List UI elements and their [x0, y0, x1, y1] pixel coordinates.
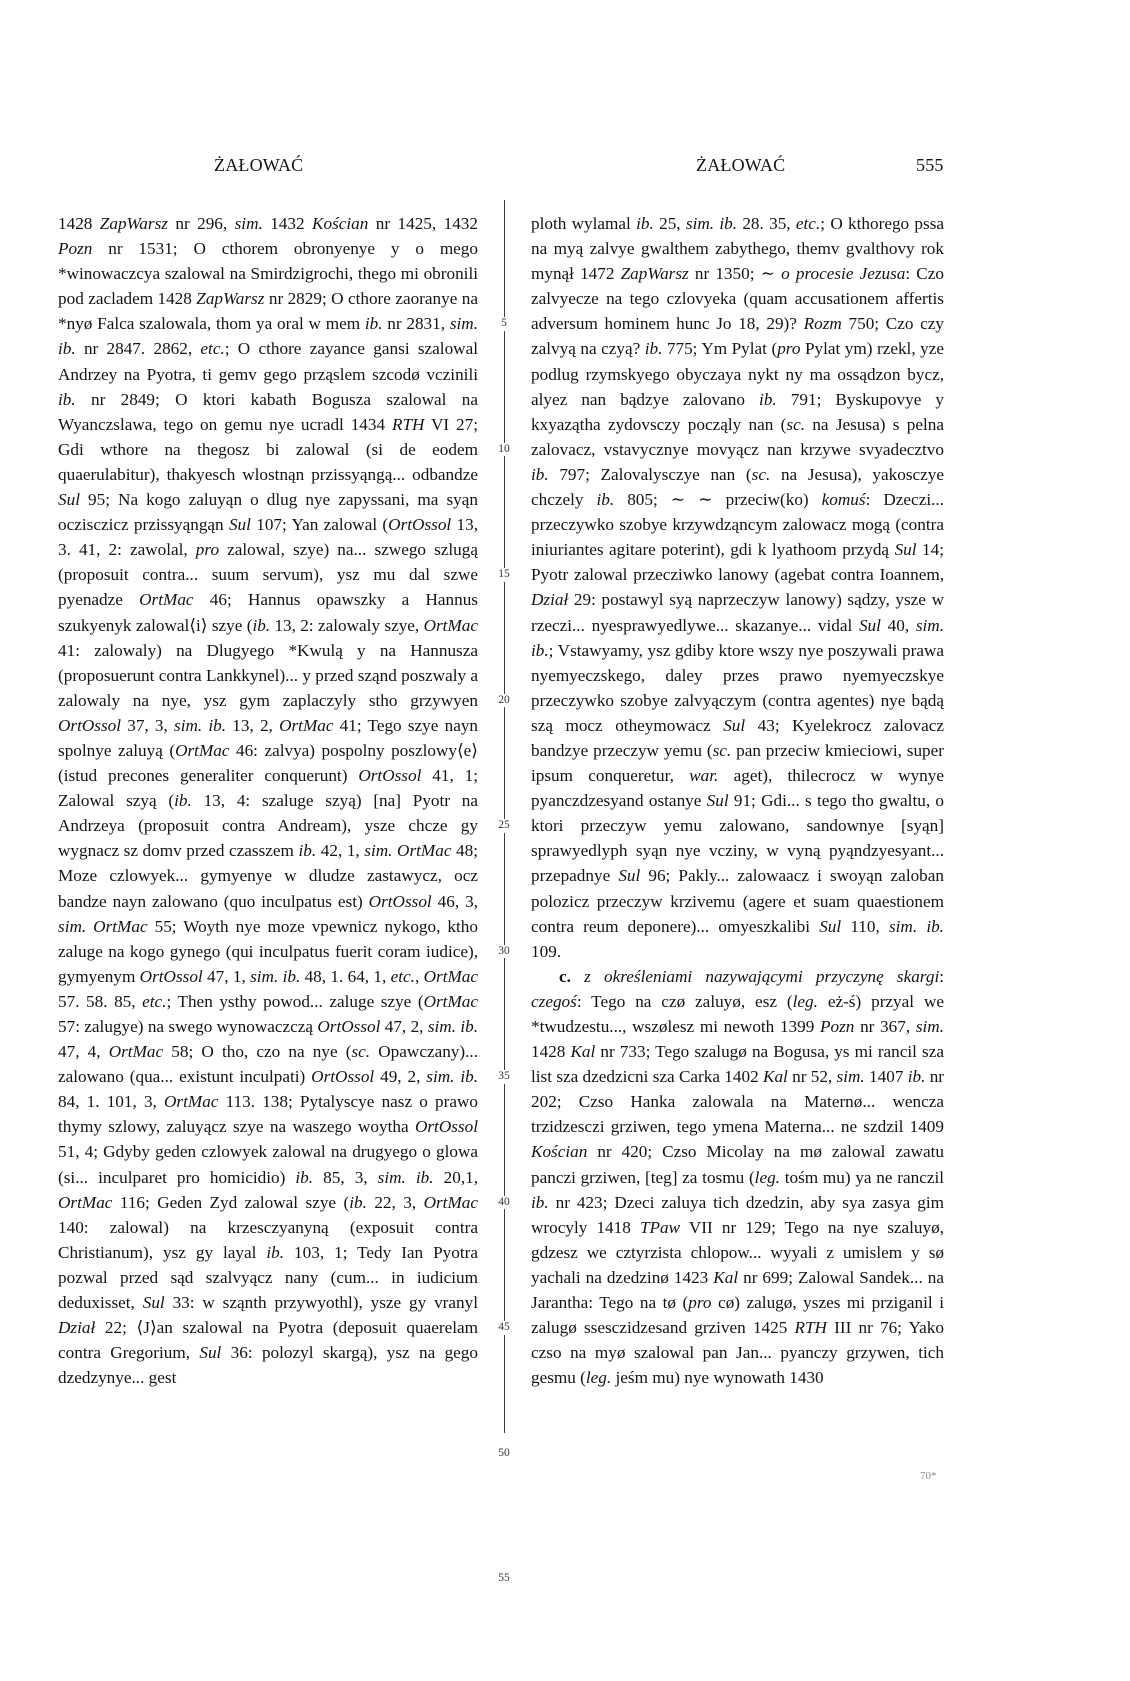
- line-number: 10: [486, 443, 522, 457]
- line-number: 40: [486, 1196, 522, 1210]
- line-number-gutter: [486, 0, 522, 1681]
- running-head-left: ŻAŁOWAĆ: [214, 155, 304, 175]
- page-number: 555: [916, 155, 944, 175]
- printer-signature-mark: 70*: [920, 1470, 937, 1482]
- line-number: 45: [486, 1321, 522, 1335]
- line-number: 15: [486, 568, 522, 582]
- left-column-paragraph: 1428 ZapWarsz nr 296, sim. 1432 Kościan nr 1425, 1432 Pozn nr 1531; O cthorem obronyenye y o mego *winowaczcya szalowal na Smirdzigrochi, thego mi obronili pod zacladem 1428 ZapWarsz nr 2829; O cthore zaoranye na *nyø Falca szalowala, thom ya oral w mem ib. nr 2831, sim. ib. nr 2847. 2862, etc.; O cthore zayance gansi szalowal Andrzey na Pyotra, ti gemv gego prząslem szcodø vczinili ib. nr 2849; O ktori kabath Bogusza szalowal na Wyanczslawa, tego on gemu nye ucradl 1434 RTH VI 27; Gdi wthore na thegosz bi zalowal (si de eodem quaerulabitur), thakyesch wlostnąn przissyąngą... odbandze Sul 95; Na kogo zaluyąn o dlug nye zapyssani, ma syąn oczisczicz przissyąngąn Sul 107; Yan zalowal (OrtOssol 13, 3. 41, 2: zawolal, pro zalowal, szye) na... szwego szlugą (proposuit contra... suum servum), ysz mu dal szwe pyenadze OrtMac 46; Hannus opawszky a Hannus szukyenyk zalowal⟨i⟩ szye (ib. 13, 2: zalowaly szye, OrtMac 41: zalowaly) na Dlugyego *Kwulą y na Hannusza (proposuerunt contra Lankkynel)... y przed sząnd poszwaly a zalowaly na nye, ysz gym zaplaczyly stho grzywyen OrtOssol 37, 3, sim. ib. 13, 2, OrtMac 41; Tego szye nayn spolnye zaluyą (OrtMac 46: zalvya) pospolny poszlowy⟨e⟩ (istud precones generaliter conquerunt) OrtOssol 41, 1; Zalowal szyą (ib. 13, 4: szaluge szyą) [na] Pyotr na Andrzeya (proposuit contra Andream), ysze chcze gy wygnacz sz domv przed czasszem ib. 42, 1, sim. OrtMac 48; Moze czlowyek... gymyenye w dludze zastawycz, ocz bandze nayn zalowano (quo inculpatus est) OrtOssol 46, 3, sim. OrtMac 55; Woyth nye moze vpewnicz nykogo, ktho zaluge na kogo gynego (qui inculpatus fuerit coram iudice), gymyenym OrtOssol 47, 1, sim. ib. 48, 1. 64, 1, etc., OrtMac 57. 58. 85, etc.; Then ysthy powod... zaluge szye (OrtMac 57: zalugye) na swego wynowaczczą OrtOssol 47, 2, sim. ib. 47, 4, OrtMac 58; O tho, czo na nye (sc. Opawczany)... zalowano (qua... existunt inculpati) OrtOssol 49, 2, sim. ib. 84, 1. 101, 3, OrtMac 113. 138; Pytalyscye nasz o prawo thymy szlowy, zaluyącz szye na waszego woytha OrtOssol 51, 4; Gdyby geden czlowyek zalowal na drugyego o glowa (si... inculparet pro homicidio) ib. 85, 3, sim. ib. 20,1, OrtMac 116; Geden Zyd zalowal szye (ib. 22, 3, OrtMac 140: zalowal) na krzesczyanyną (exposuit contra Christianum), ysz gy layal ib. 103, 1; Tedy Ian Pyotra pozwal przed sąd szalvyącz nany (cum... in iudicium deduxisset, Sul 33: w sząnth przywyothl), ysze gy vranyl Dział 22; ⟨J⟩an szalowal na Pyotra (deposuit quaerelam contra Gregorium, Sul 36: polozyl skargą), ysz na gego dzedzynye... gest: [58, 214, 479, 1388]
- line-number: 35: [486, 1070, 522, 1084]
- right-column-paragraph: c. z określeniami nazywającymi przyczynę skargi: czegoś: Tego na czø zaluyø, esz (leg. eż-ś) przyal we *twudzestu..., wszølesz mi newoth 1399 Pozn nr 367, sim. 1428 Kal nr 733; Tego szalugø na Bogusa, ys mi rancil sza list sza dzedzicni sza Carka 1402 Kal nr 52, sim. 1407 ib. nr 202; Czso Hanka zalowala na Maternø... wencza trzidzesczi grziwen, tego ymena Materna... ne szdzil 1409 Kościan nr 420; Czso Micolay na mø zalowal zawatu panczi grziwen, [teg] za tosmu (leg. tośm mu) ya ne ranczil ib. nr 423; Dzeci zaluya tich dzedzin, aby sya zasya gim wrocyly 1418 TPaw VII nr 129; Tego na nye szaluyø, gdzesz we cztyrzista chlopow... wyyali z umislem y sø yachali na dzedzinø 1423 Kal nr 699; Zalowal Sandek... na Jarantha: Tego na tø (pro cø) zalugø, yszes mi prziganil i zalugø ssesczidzesand grziven 1425 RTH III nr 76; Yako czso na myø szalowal pan Jan... pyanczy grzywen, tich gesmu (leg. jeśm mu) nye wynowath 1430: [531, 966, 945, 1388]
- right-column: [531, 211, 944, 1390]
- running-head-right: ŻAŁOWAĆ: [696, 155, 786, 175]
- right-column-paragraph: ploth wylamal ib. 25, sim. ib. 28. 35, etc.; O kthorego pssa na myą zalvye gwalthem zabythego, themv gvalthovy rok mynął 1472 ZapWarsz nr 1350; ∼ o procesie Jezusa: Czo zalvyecze na tego czlovyeka (quam accusationem affertis adversum hominem hunc Jo 18, 29)? Rozm 750; Czo czy zalvyą na czyą? ib. 775; Ym Pylat (pro Pylat ym) rzekl, yze podlug rzymskyego obyczaya nykt ny ma ossądzon bycz, alyez nan bądzye zalovano ib. 791; Byskupovye y kxyazątha zydovsczy począly nan (sc. na Jesusa) s pelna zalovacz, vstavycznye movyącz nan krzywe svyadecztvo ib. 797; Zalovalysczye nan (sc. na Jesusa), yakosczye chczely ib. 805; ∼ ∼ przeciw(ko) komuś: Dzeczi... przeczywko szobye krzywdząncym zalowacz mogą (contra iniuriantes agitare poterint), gdi k lyathoom przydą Sul 14; Pyotr zalowal przecziwko lanowy (agebat contra Ioannem, Dział 29: postawyl syą naprzeczyw lanowy) sądzy, ysze w rzeczi... nyesprawyedlywe... skazanye... vidal Sul 40, sim. ib.; Vstawyamy, ysz gdiby ktore wszy nye poszywali prawa nyemyeczskego, daley przes prawo nyemyeczskye przeczywko szobye zalvyączym (contra agentes) nye bądą szą mocz otheymowacz Sul 43; Kyelekrocz zalovacz bandzye przeczyw yemu (sc. pan przeciw kmieciowi, super ipsum conqueretur, war. aget), thilecrocz w wynye pyanczdzesyand ostanye Sul 91; Gdi... s tego tho gwaltu, o ktori przeczyw yemu zalowano, sandownye [syąn] sprawyedlyph syąn nye vcziny, w vyną pyąndzyesyant... przepadnye Sul 96; Pakly... zalowaacz i swoyąn zaloban polozicz przeczyw krzivemu (agere et suam quaestionem contra reum deponere)... omyeszkalibi Sul 110, sim. ib. 109.: [531, 214, 945, 961]
- line-number: 20: [486, 694, 522, 708]
- line-number: 30: [486, 945, 522, 959]
- line-number: 55: [486, 1572, 522, 1586]
- line-number: 5: [486, 317, 522, 331]
- left-column: [58, 211, 478, 1390]
- line-number: 50: [486, 1447, 522, 1461]
- line-number: 25: [486, 819, 522, 833]
